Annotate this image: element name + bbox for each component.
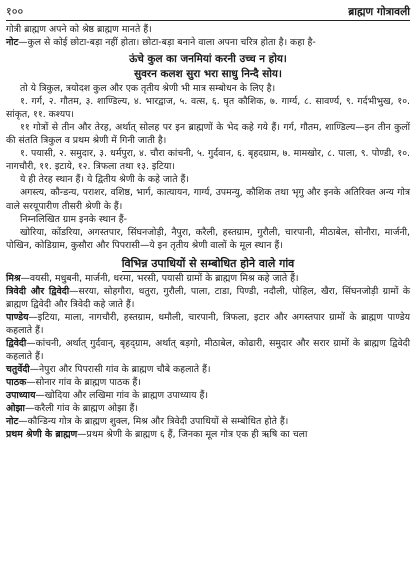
entry-text: —प्रथम श्रेणी के ब्राह्मण ६ हैं, जिनका मूल गोत्र एक ही ऋषि का चला	[77, 429, 308, 441]
note-text: —कौन्डिन्य गोत्र के ब्राह्मण शुक्ल, मिश्र और त्रिवेदी उपाधियों से सम्बोधित होते हैं।	[18, 416, 289, 428]
paragraph: तो ये त्रिकुल, त्रयोदश कुल और एक तृतीय श्रेणी भी मात्र सम्बोधन के लिए है।	[20, 83, 276, 95]
entry-label: पाठक	[6, 377, 27, 389]
village-list: १. पयासी, २. समुदार, ३. धर्मपुरा, ४. चौरा कांचनी, ५. गुर्दवान, ६. बृहदग्राम, ७. मामखोर, ८. पाला, ९. पोण्डी, १०. नागचौरी, ११. इटाये, १२. त्रिफला तथा १३. इटिया।	[6, 148, 410, 173]
title-entry	[6, 428, 410, 441]
entry-text: —नेपुरा और पिपरासी गांव के ब्राह्मण चौबे कहलाते हैं।	[29, 364, 211, 376]
entry-text: —सोनार गांव के ब्राह्मण पाठक हैं।	[26, 377, 141, 389]
entry-label: पाण्डेय	[6, 311, 29, 323]
entry-text: —इटिया, माला, नागचौरी, हस्तग्राम, धमौली, चारपानी, त्रिफला, इटार और अगस्तपार ग्रामों के ब्राह्मण पाण्डेय कहलाते हैं।	[6, 311, 410, 336]
note-text: —कुल से कोई छोटा-बड़ा नहीं होता। छोटा-बड़ा बनाने वाला अपना चरित्र होता है। कहा है-	[18, 37, 316, 49]
entry-label: उपाध्याय	[6, 390, 36, 402]
gotra-list: १. गर्ग, २. गौतम, ३. शाण्डिल्य, ४. भारद्वाज, ५. वत्स, ६. घृत कौशिक, ७. गार्ग्य, ८. सावर्ण्य, ९. गर्दभीभुख, १०. सांकृत, ११. कश्यप।	[6, 96, 410, 121]
entry-text: —सरया, सोहगौरा, धतुरा, गुरौली, पाला, टाडा, पिण्डी, नदौली, पोहिल, खैरा, सिंघनजोड़ी ग्रामों के ब्राह्मण द्विवेदी और त्रिवेदी कहे जाते हैं।	[6, 285, 410, 310]
title-entry	[6, 376, 410, 389]
title-entry	[6, 311, 410, 337]
paragraph: निम्नलिखित ग्राम इनके स्थान हैं-	[20, 213, 128, 225]
note-label: नोट	[6, 37, 19, 49]
entry-label: मिश्र	[6, 272, 21, 284]
paragraph: गोत्री ब्राह्मण अपने को श्रेष्ठ ब्राह्मण मानते हैं।	[6, 24, 152, 35]
entry-label: द्विवेदी	[6, 337, 27, 349]
entry-label: प्रथम श्रेणी के ब्राह्मण	[6, 429, 78, 441]
entry-label: चतुर्वेदी	[6, 364, 30, 376]
paragraph: अगस्त्य, कौन्डन्य, पराशर, वशिष्ठ, भार्ग, कात्यायन, गार्ग्य, उपमन्यु, कौशिक तथा भृगु और इनके अतिरिक्त अन्य गोत्र वाले सरयूपारीण तीसरी श्रेणी के हैं।	[6, 187, 410, 212]
entry-label: त्रिवेदी और द्विवेदी	[6, 285, 70, 297]
running-title: ब्राह्मण गोत्रावली	[348, 6, 410, 18]
entry-text: —करैली गांव के ब्राह्मण ओझा हैं।	[24, 403, 138, 415]
verse-line: ऊंचे कुल का जनमियां करनी उच्च न होय।	[129, 53, 287, 66]
section-heading: विभिन्न उपाधियों से सम्बोधित होने वाले गांव	[121, 256, 295, 270]
title-entry	[6, 363, 410, 376]
title-entry	[6, 337, 410, 363]
title-entry	[6, 272, 410, 285]
page-body	[6, 23, 410, 441]
title-entry	[6, 389, 410, 402]
note-paragraph	[6, 415, 410, 428]
entry-text: —वयसी, मधुबनी, मार्जनी, धरमा, भरसी, पयासी ग्रामों के ब्राह्मण मिश्र कहे जाते हैं।	[20, 272, 299, 284]
verse-line: सुवरन कलश सुरा भरा साधु निन्दै सोय।	[134, 68, 282, 81]
note-paragraph	[6, 36, 410, 49]
entry-text: —खोदिया और लखिमा गांव के ब्राह्मण उपाध्याय हैं।	[35, 390, 208, 402]
entry-text: —कांचनी, अर्थात् गुर्दवान्, बृहद्ग्राम, अर्थात् बड़गो, मीठाबेल, कोढारी, समुदार और सरार ग्रामों के ब्राह्मण द्विवेदी कहलाते हैं।	[6, 337, 410, 362]
entry-label: ओझा	[6, 403, 25, 415]
page-number: १००	[6, 5, 24, 18]
title-entry	[6, 402, 410, 415]
page-header	[6, 4, 410, 21]
note-label: नोट	[6, 416, 19, 428]
village-list: खोरिया, कोंडरिया, अगस्तपार, सिंघनजोड़ी, नैपुरा, करैली, हस्तग्राम, गुरौली, चारपानी, मीठाबेल, सोनौरा, मार्जनी, पोखिन, कोडिग्राम, कुसौरा और पिपरासी—ये इन तृतीय श्रेणी वालों के मूल स्थान हैं।	[6, 226, 410, 251]
paragraph: ये ही तेरह स्थान हैं। ये द्वितीय श्रेणी के कहे जाते हैं।	[20, 174, 189, 186]
paragraph: ११ गोत्रों से तीन और तेरह, अर्थात् सोलह पर इन ब्राह्मणों के भेद कहे गये हैं। गर्ग, गौतम, शाण्डिल्य—इन तीन कुलों की संतति त्रिकुल व प्रथम श्रेणी में गिनी जाती है।	[6, 122, 410, 147]
title-entry	[6, 285, 410, 311]
